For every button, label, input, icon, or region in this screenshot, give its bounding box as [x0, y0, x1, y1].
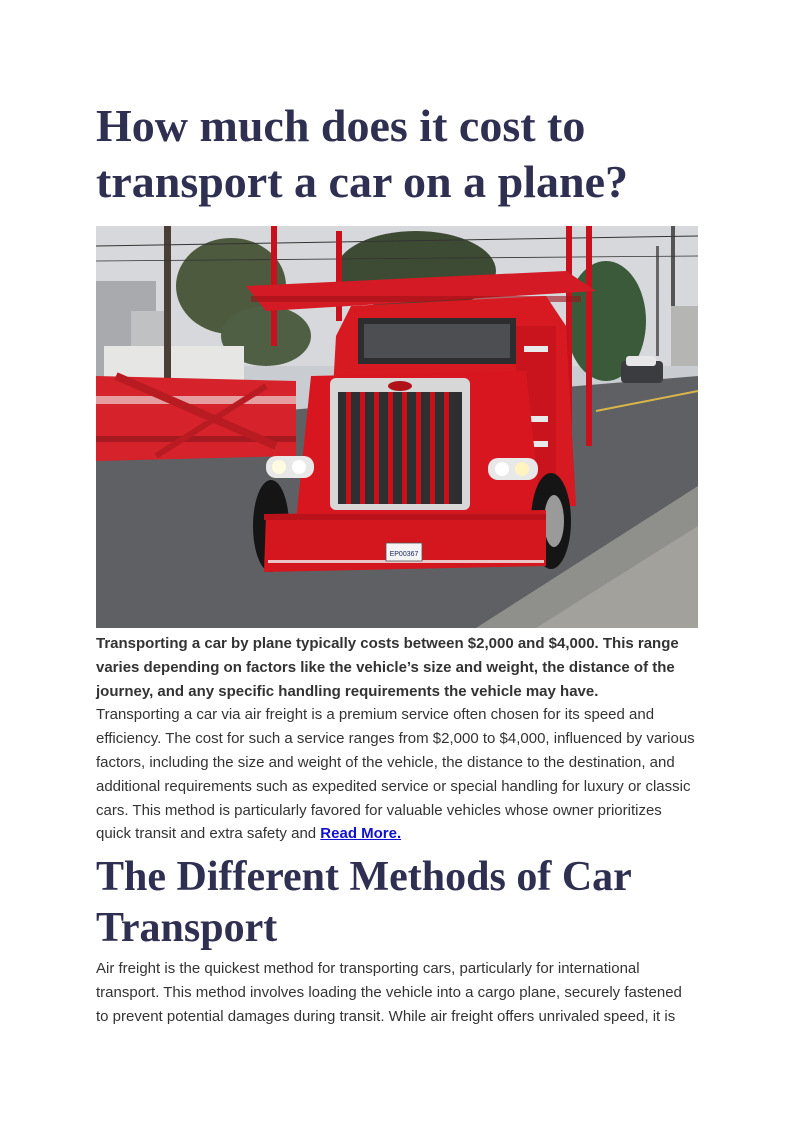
read-more-link[interactable]: Read More.: [320, 825, 402, 843]
section-paragraph: Air freight is the quickest method for transporting cars, particularly for international transport. This method involves loading the vehicle into a cargo plane, securely fastened to prevent potential damages during transit. While air freight offers unrivaled speed, it is: [96, 960, 682, 1025]
body-paragraph: [96, 703, 698, 846]
lead-paragraph: Transporting a car by plane typically costs between $2,000 and $4,000. This range varies depending on factors like the vehicle’s size and weight, the distance of the journey, and any specific handling requirements the vehicle may have.: [96, 635, 679, 700]
plate-text: EP00367: [389, 551, 419, 558]
article-title: How much does it cost to transport a car on a plane?: [96, 100, 628, 207]
article: [96, 98, 698, 1029]
section-heading: The Different Methods of Car Transport: [96, 854, 632, 952]
body-text: Transporting a car via air freight is a premium service often chosen for its speed and efficiency. The cost for such a service ranges from $2,000 to $4,000, influenced by various factors, including the size and weight of the vehicle, the distance to the destination, and additional requirements such as expedited service or special handling for luxury or classic cars. This method is particularly favored for valuable vehicles whose owner prioritizes quick transit and extra safety and: [96, 706, 695, 843]
hero-image: [96, 226, 698, 628]
